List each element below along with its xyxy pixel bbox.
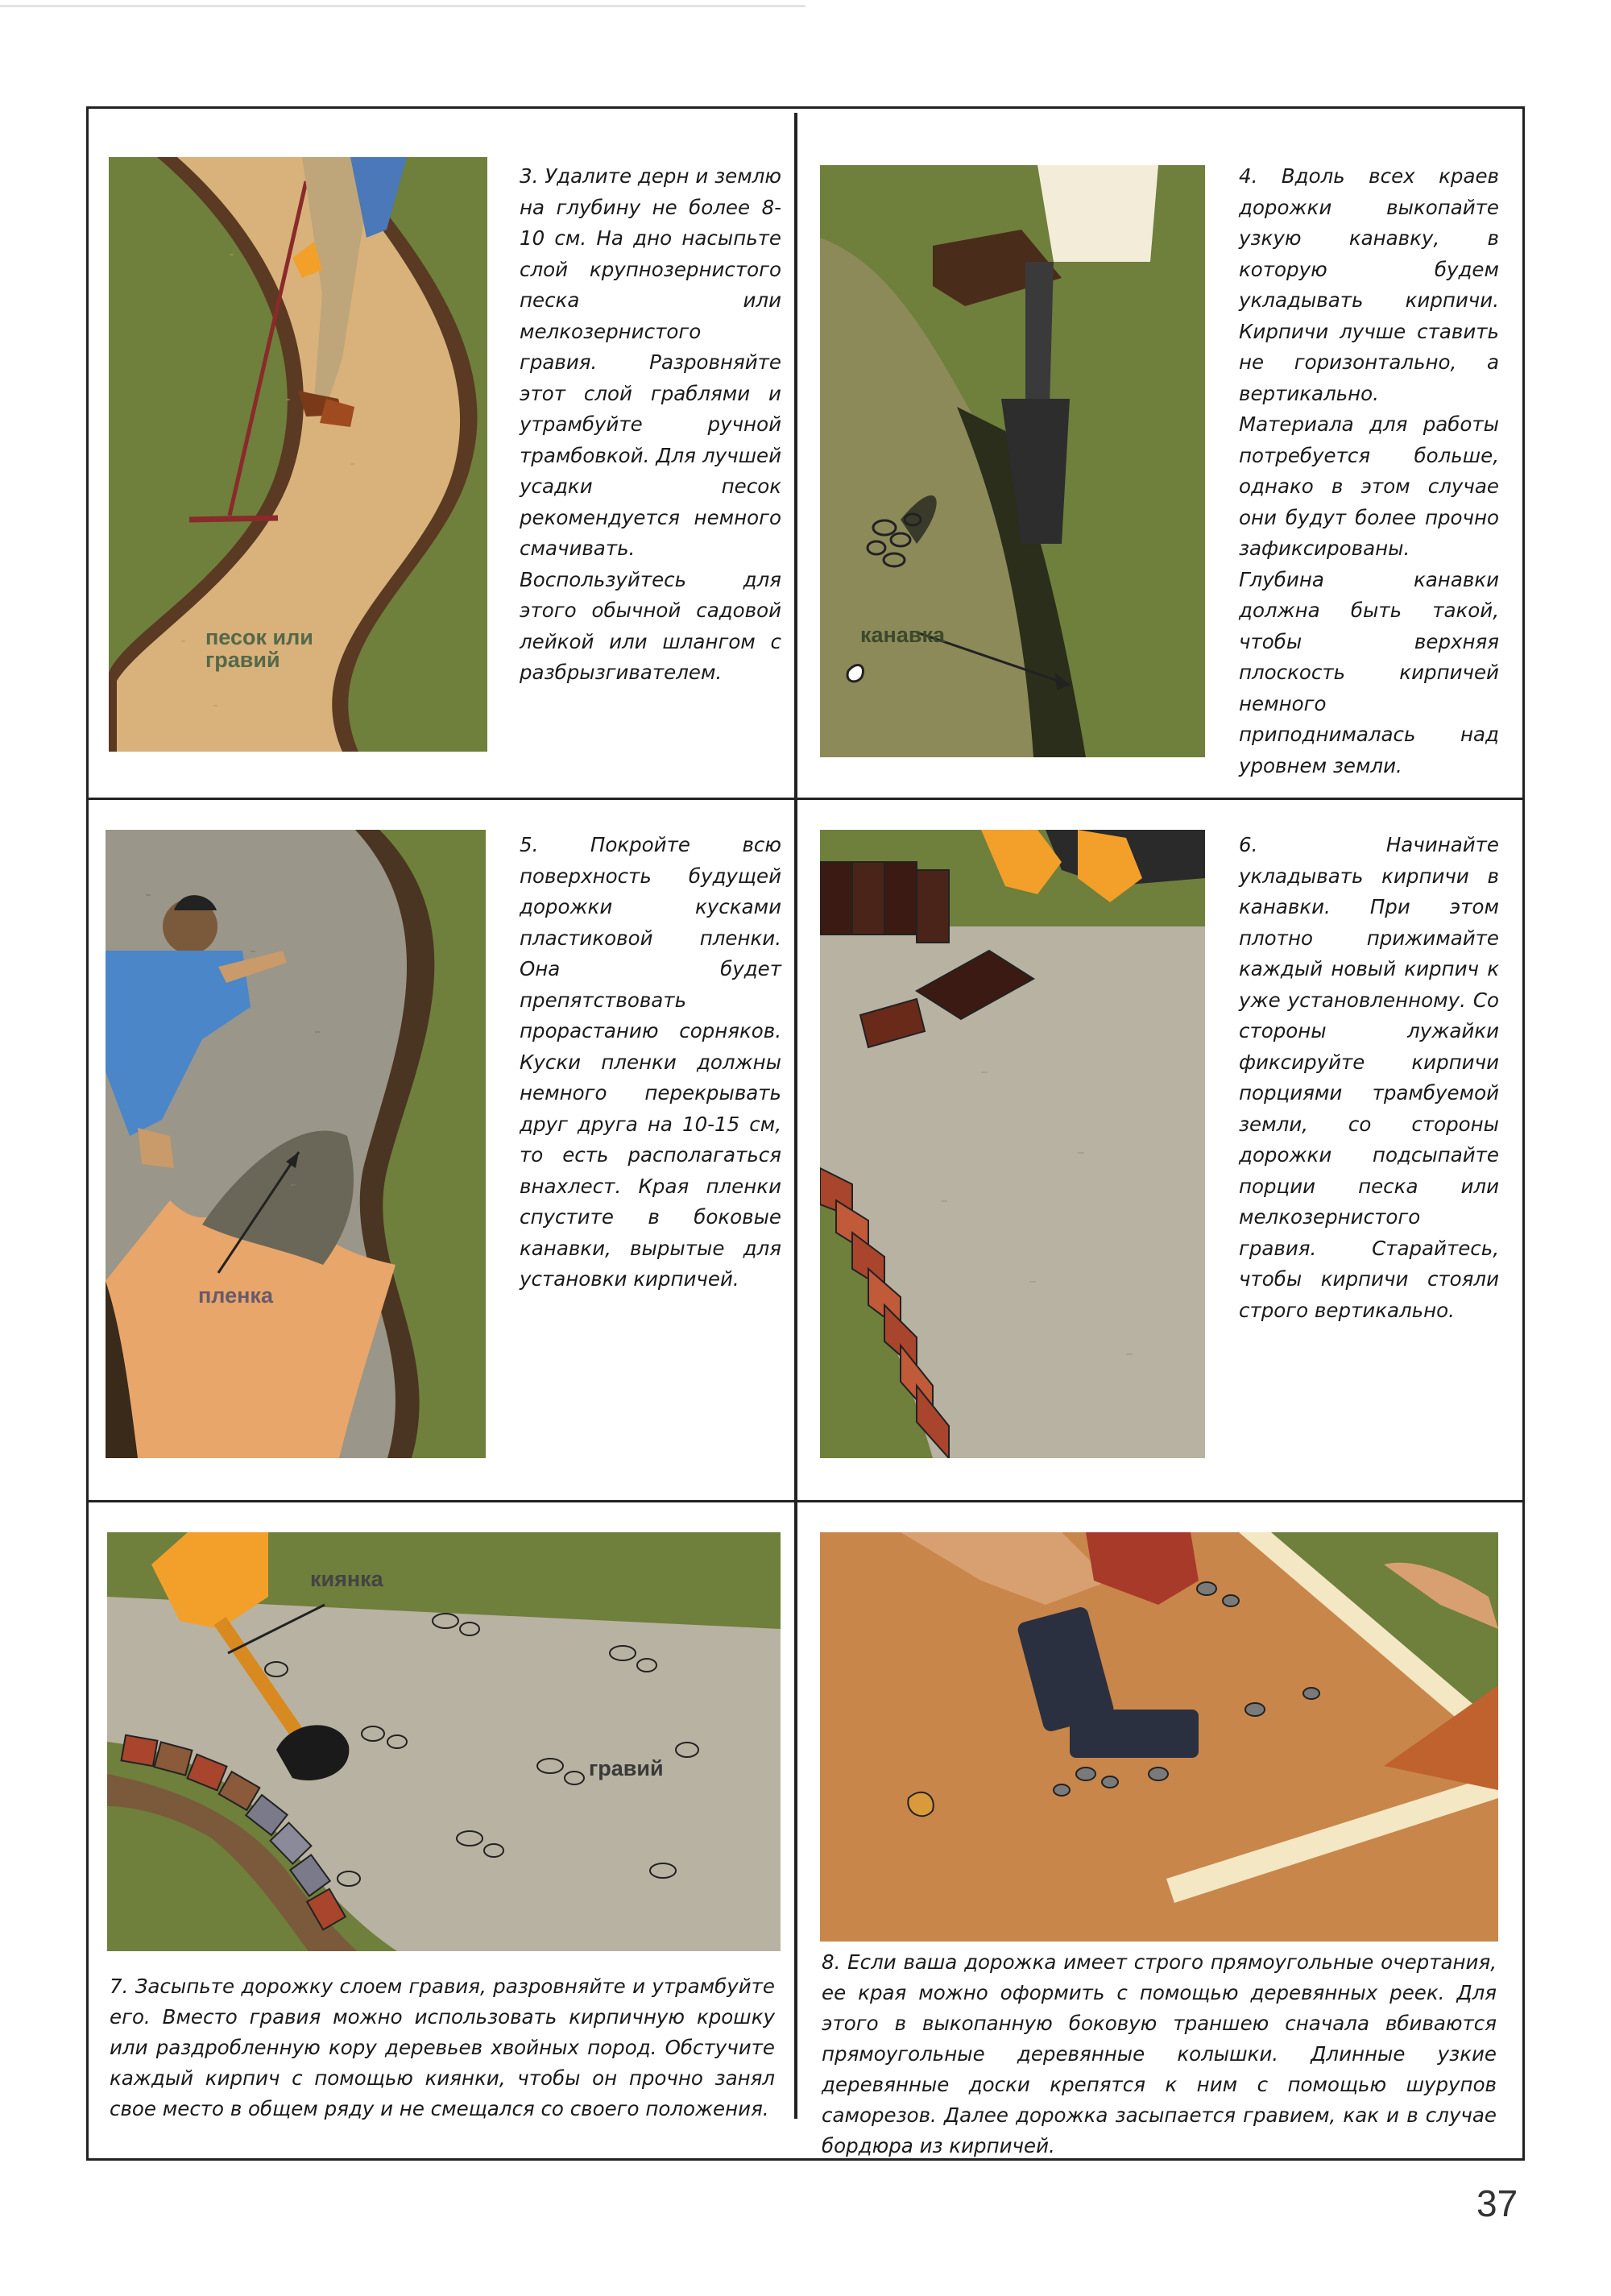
label-film: пленка bbox=[198, 1283, 273, 1308]
illustration-step-6 bbox=[820, 830, 1205, 1458]
illustration-step-8 bbox=[820, 1532, 1498, 1942]
illustration-step-4 bbox=[820, 165, 1205, 757]
page-number: 37 bbox=[1476, 2182, 1518, 2224]
step-5-text: 5. Покройте всю поверхность будущей дорожки кусками пластиковой пленки. Она будет препятствовать прорастанию сорняков. Куски пленки должны немного перекрывать друг друга на 10-15 см, то есть располагаться внахлест. Края пленки спустите в боковые канавки, вырытые для установки кирпичей. bbox=[520, 833, 781, 1291]
step-3-text: 3. Удалите дерн и землю на глубину не более 8-10 см. На дно насыпьте слой крупнозернистого песка или мелкозернистого гравия. Разровняйте этот слой граблями и утрамбуйте ручной трамбовкой. Для лучшей усадки песок рекомендуется немного смачивать. Воспользуйтесь для этого обычной садовой лейкой или шлангом с разбрызгивателем. bbox=[520, 164, 781, 684]
label-ditch: канавка bbox=[860, 623, 945, 647]
illustration-step-5 bbox=[106, 830, 486, 1458]
illustration-step-7 bbox=[107, 1532, 781, 1951]
top-rule bbox=[0, 5, 806, 7]
step-4-text: 4. Вдоль всех краев дорожки выкопайте узкую канавку, в которую будем укладывать кирпичи. Кирпичи лучше ставить не горизонтально, а вертикально. Материала для работы потребуется больше, однако в этом случае они будут более прочно зафиксированы. Глубина канавки должна быть такой, чтобы верхняя плоскость кирпичей немного приподнималась над уровнем земли. bbox=[1239, 164, 1499, 777]
step-8-text: 8. Если ваша дорожка имеет строго прямоугольные очертания, ее края можно оформить с помощью деревянных реек. Для этого в выкопанную боковую траншею сначала вбиваются прямоугольные деревянные колышки. Длинные узкие деревянные доски крепятся к ним с помощью шурупов саморезов. Далее дорожка засыпается гравием, как и в случае бордюра из кирпичей. bbox=[822, 1950, 1497, 2157]
row-divider-2 bbox=[89, 1500, 1522, 1502]
label-gravel: гравий bbox=[589, 1756, 664, 1780]
label-mallet: киянка bbox=[310, 1567, 383, 1591]
row-divider-1 bbox=[89, 798, 1522, 800]
illustration-step-3 bbox=[109, 157, 487, 752]
label-sand-or-gravel: песок или гравий bbox=[205, 625, 313, 672]
step-7-text: 7. Засыпьте дорожку слоем гравия, разровняйте и утрамбуйте его. Вместо гравия можно использовать кирпичную крошку или раздробленную кору деревьев хвойных пород. Обстучите каждый кирпич с помощью киянки, чтобы он прочно занял свое место в общем ряду и не смещался со своего положения. bbox=[110, 1975, 775, 2120]
column-divider bbox=[794, 113, 797, 2119]
step-6-text: 6. Начинайте укладывать кирпичи в канавки. При этом плотно прижимайте каждый новый кирпич к уже установленному. Со стороны лужайки фиксируйте кирпичи порциями трамбуемой земли, со стороны дорожки подсыпайте порции песка или мелкозернистого гравия. Старайтесь, чтобы кирпичи стояли строго вертикально. bbox=[1239, 833, 1499, 1322]
